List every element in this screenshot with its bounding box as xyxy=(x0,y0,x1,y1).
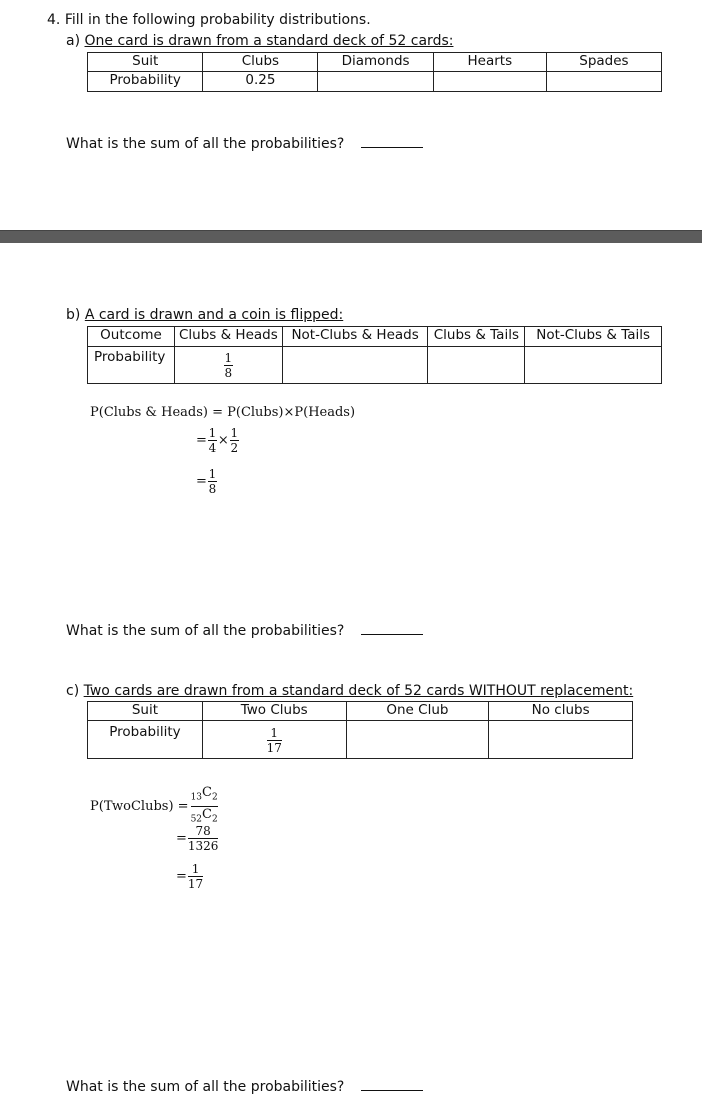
fraction-denominator: 17 xyxy=(266,741,282,755)
fraction-numerator: 1 xyxy=(191,862,200,876)
part-b-work-line1: P(Clubs & Heads) = P(Clubs)×P(Heads) xyxy=(90,405,356,420)
header-not-clubs-heads: Not-Clubs & Heads xyxy=(282,327,428,347)
part-c-work-line3 xyxy=(176,863,203,890)
part-a-label: a) xyxy=(66,33,81,49)
header-two-clubs: Two Clubs xyxy=(202,702,346,721)
part-a-prompt-line xyxy=(66,33,453,49)
table-header-row xyxy=(88,327,662,347)
cell-not-clubs-heads[interactable] xyxy=(282,347,428,384)
cell-one-club[interactable] xyxy=(346,721,489,759)
fraction-one-eighth xyxy=(208,468,217,495)
question-header xyxy=(47,12,371,28)
fraction-one-half xyxy=(230,427,239,454)
header-clubs-tails: Clubs & Tails xyxy=(428,327,525,347)
table-row xyxy=(88,347,662,384)
fraction-numerator: 78 xyxy=(195,824,211,838)
equals-sign: = xyxy=(196,474,207,489)
header-hearts: Hearts xyxy=(433,53,546,72)
cell-hearts[interactable] xyxy=(433,72,546,92)
equals-sign: = xyxy=(176,831,187,846)
part-c-prompt-line xyxy=(66,683,633,699)
part-b-prompt: A card is drawn and a coin is flipped: xyxy=(84,307,344,323)
part-c-sum-question: What is the sum of all the probabilities? xyxy=(66,1079,345,1095)
row-label-probability: Probability xyxy=(88,72,203,92)
cell-no-clubs[interactable] xyxy=(489,721,633,759)
cell-not-clubs-tails[interactable] xyxy=(525,347,662,384)
combination-n: 52 xyxy=(190,814,203,825)
cell-diamonds[interactable] xyxy=(318,72,433,92)
header-suit: Suit xyxy=(88,53,203,72)
row-label-probability: Probability xyxy=(88,347,175,384)
part-c-prompt: Two cards are drawn from a standard deck of 52 cards WITHOUT replacement: xyxy=(83,683,634,699)
part-b-prompt-line xyxy=(66,307,343,323)
fraction-numerator: 1 xyxy=(224,351,233,365)
part-c-answer-blank[interactable] xyxy=(361,1090,423,1091)
combination-c: C xyxy=(202,785,212,800)
header-outcome: Outcome xyxy=(88,327,175,347)
header-clubs: Clubs xyxy=(203,53,318,72)
fraction-denominator: 8 xyxy=(208,482,217,496)
fraction-one-quarter xyxy=(208,427,217,454)
cell-clubs-heads[interactable] xyxy=(174,347,282,384)
fraction-numerator: 1 xyxy=(208,467,217,481)
fraction-denominator: 1326 xyxy=(187,839,219,853)
fraction-denominator: 4 xyxy=(208,441,217,455)
header-suit: Suit xyxy=(88,702,203,721)
question-intro: Fill in the following probability distributions. xyxy=(64,12,371,28)
part-a-sum-question: What is the sum of all the probabilities? xyxy=(66,136,345,152)
fraction-78-over-1326 xyxy=(188,825,219,852)
fraction-one-seventeenth xyxy=(267,727,282,754)
part-c-sum-line xyxy=(66,1079,423,1095)
part-c-work-line1 xyxy=(90,786,218,826)
row-label-probability: Probability xyxy=(88,721,203,759)
part-c-table xyxy=(87,701,633,759)
part-a-prompt: One card is drawn from a standard deck of 52 cards: xyxy=(84,33,454,49)
part-b-label: b) xyxy=(66,307,81,323)
fraction-denominator: 8 xyxy=(224,366,233,380)
fraction-one-eighth xyxy=(224,352,233,379)
cell-spades[interactable] xyxy=(546,72,661,92)
header-one-club: One Club xyxy=(346,702,489,721)
fraction-denominator: 17 xyxy=(187,877,204,891)
table-header-row xyxy=(88,702,633,721)
fraction-one-seventeenth xyxy=(188,863,203,890)
combination-k: 2 xyxy=(211,814,218,825)
part-c-label: c) xyxy=(66,683,80,699)
part-b-table xyxy=(87,326,662,384)
part-b-answer-blank[interactable] xyxy=(361,634,423,635)
table-row xyxy=(88,72,662,92)
times-sign: × xyxy=(217,433,229,448)
cell-clubs-tails[interactable] xyxy=(428,347,525,384)
combination-c: C xyxy=(202,806,212,822)
table-header-row xyxy=(88,53,662,72)
fraction-numerator: 1 xyxy=(270,726,279,740)
question-number: 4. xyxy=(47,12,61,28)
table-row xyxy=(88,721,633,759)
header-clubs-heads: Clubs & Heads xyxy=(174,327,282,347)
cell-clubs[interactable]: 0.25 xyxy=(203,72,318,92)
combination-fraction xyxy=(191,786,218,826)
combination-n: 13 xyxy=(190,792,203,803)
part-b-sum-question: What is the sum of all the probabilities? xyxy=(66,623,345,639)
fraction-numerator: 1 xyxy=(230,426,239,440)
equals-sign: = xyxy=(196,433,207,448)
header-not-clubs-tails: Not-Clubs & Tails xyxy=(525,327,662,347)
part-c-work-line2 xyxy=(176,825,218,852)
header-spades: Spades xyxy=(546,53,661,72)
fraction-numerator: 1 xyxy=(208,426,217,440)
combination-numerator xyxy=(191,786,218,805)
part-c-work-lhs: P(TwoClubs) = xyxy=(90,798,189,814)
combination-k: 2 xyxy=(211,792,218,803)
cell-two-clubs[interactable] xyxy=(202,721,346,759)
part-a-sum-line xyxy=(66,136,423,152)
equals-sign: = xyxy=(176,869,187,884)
header-no-clubs: No clubs xyxy=(489,702,633,721)
part-b-sum-line xyxy=(66,623,423,639)
part-b-work-line2 xyxy=(196,427,239,454)
fraction-denominator: 2 xyxy=(230,441,239,455)
header-diamonds: Diamonds xyxy=(318,53,433,72)
page-divider xyxy=(0,230,702,243)
part-a-table xyxy=(87,52,662,92)
part-a-answer-blank[interactable] xyxy=(361,147,423,148)
part-b-work-line3 xyxy=(196,468,217,495)
